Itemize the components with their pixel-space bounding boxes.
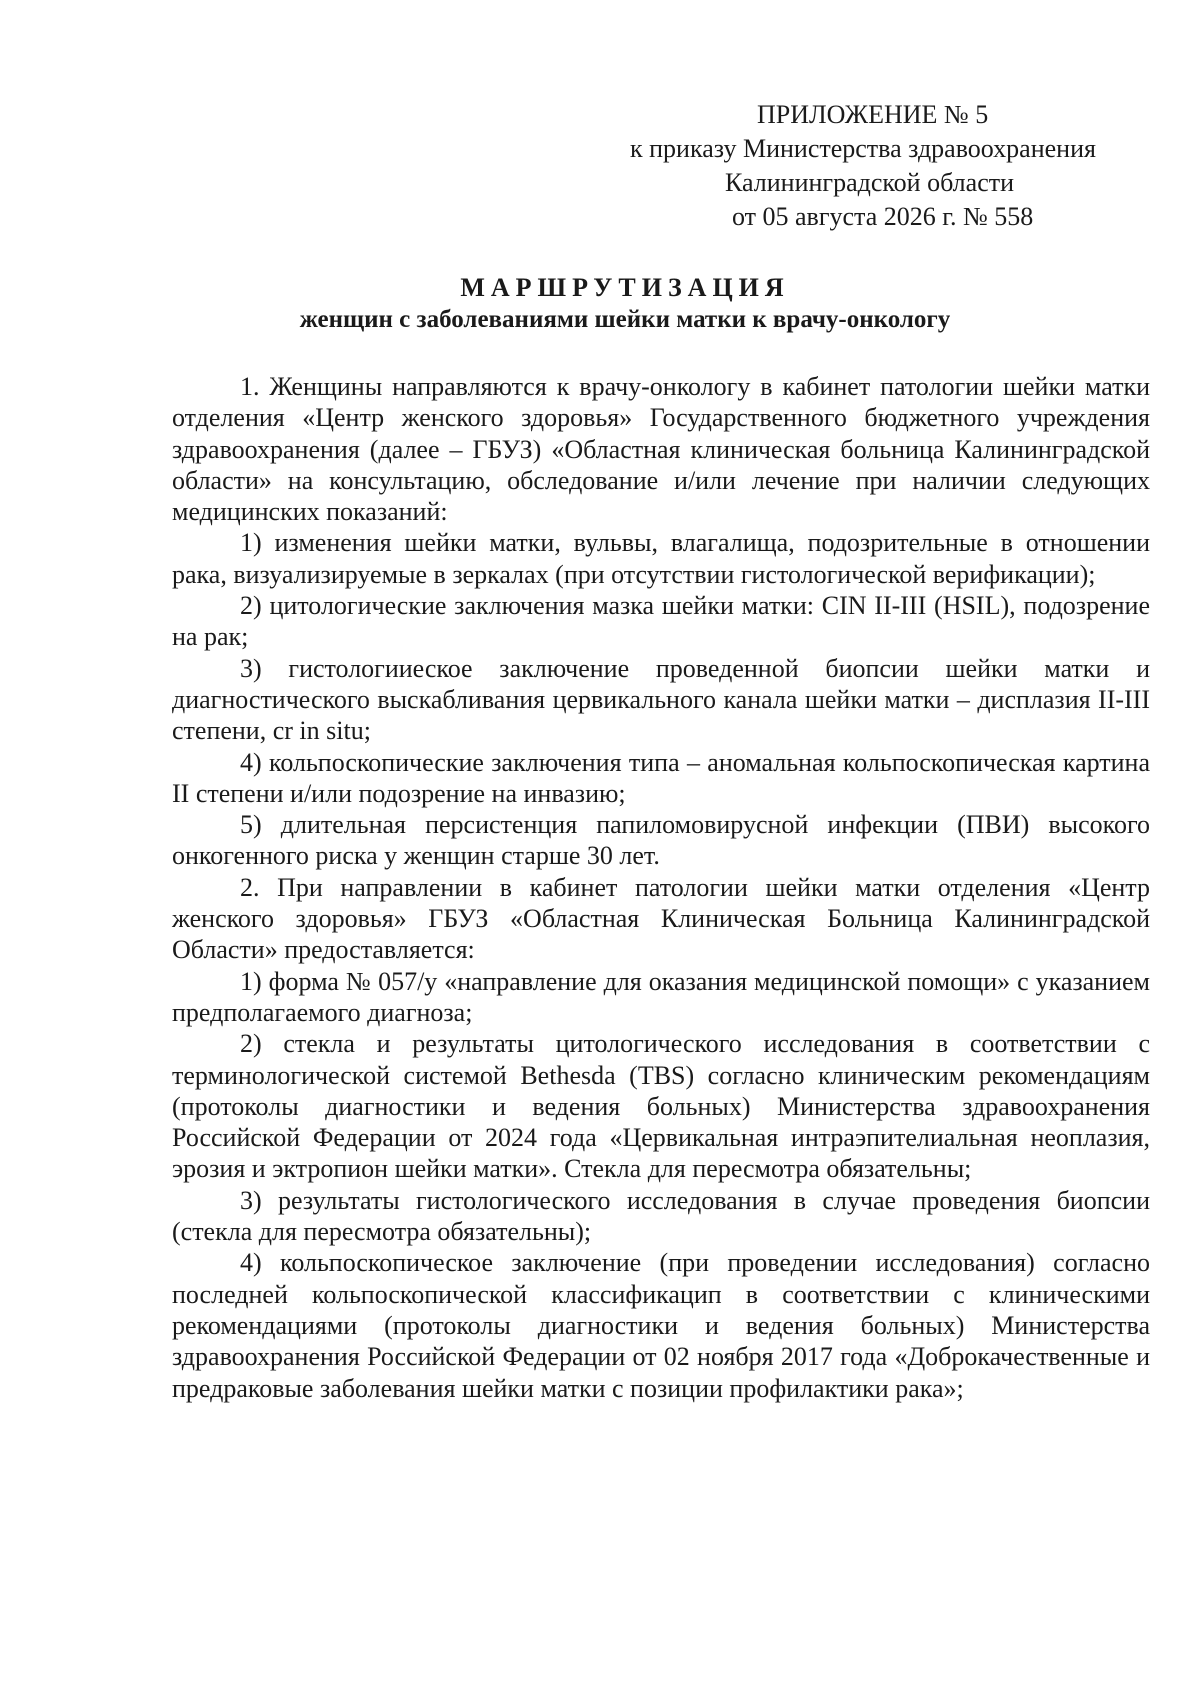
order-reference: к приказу Министерства здравоохранения	[630, 134, 1096, 163]
appendix-number: ПРИЛОЖЕНИЕ № 5	[757, 100, 989, 129]
paragraph-1-item-4: 4) кольпоскопические заключения типа – аномальная кольпоскопическая картина II степени и/или подозрение на инвазию;	[172, 747, 1150, 808]
order-date: от 05 августа 2026 г. № 558	[732, 202, 1034, 231]
paragraph-2-item-3: 3) результаты гистологического исследования в случае проведения биопсии (стекла для пересмотра обязательны);	[172, 1185, 1150, 1247]
paragraph-2-item-1: 1) форма № 057/у «направление для оказания медицинской помощи» с указанием предполагаемого диагноза;	[172, 966, 1150, 1027]
paragraph-2-item-2: 2) стекла и результаты цитологического исследования в соответствии с терминологической системой Bethesda (TBS) согласно клиническим рекомендациям (протоколы диагностики и ведения больных) Министерства здравоохранения Российской Федерации от 2024 года «Цервикальная интраэпителиальная неоплазия, эрозия и эктропион шейки матки». Стекла для пересмотра обязательны;	[172, 1029, 1150, 1184]
region-name: Калининградской области	[725, 168, 1015, 197]
appendix-header	[580, 98, 1140, 234]
paragraph-1-item-3: 3) гистологииеское заключение проведенной биопсии шейки матки и диагностического выскабливания цервикального канала шейки матки – дисплазия II-III степени, cr in situ;	[172, 653, 1150, 746]
paragraph-1: 1. Женщины направляются к врачу-онкологу в кабинет патологии шейки матки отделения «Центр женского здоровья» Государственного бюджетного учреждения здравоохранения (далее – ГБУЗ) «Областная клиническая больница Калининградской области» на консультацию, обследование и/или лечение при наличии следующих медицинских показаний:	[172, 372, 1150, 527]
paragraph-2-item-4: 4) кольпоскопическое заключение (при проведении исследования) согласно последней кольпоскопической классификацип в соответствии с клиническими рекомендациями (протоколы диагностики и ведения больных) Министерства здравоохранения Российской Федерации от 02 ноября 2017 года «Доброкачественные и предраковые заболевания шейки матки с позиции профилактики рака»;	[172, 1248, 1150, 1403]
paragraph-1-item-5: 5) длительная персистенция папиломовирусной инфекции (ПВИ) высокого онкогенного риска у женщин старше 30 лет.	[172, 810, 1150, 871]
paragraph-1-item-2: 2) цитологические заключения мазка шейки матки: CIN II-III (HSIL), подозрение на рак;	[172, 591, 1150, 652]
paragraph-1-item-1: 1) изменения шейки матки, вульвы, влагалища, подозрительные в отношении рака, визуализируемые в зеркалах (при отсутствии гистологической верификации);	[172, 528, 1150, 589]
document-subtitle: женщин с заболеваниями шейки матки к врачу-онкологу	[299, 306, 951, 333]
document-title: МАРШРУТИЗАЦИЯ	[460, 273, 790, 302]
document-body	[172, 371, 1150, 1404]
paragraph-2: 2. При направлении в кабинет патологии шейки матки отделения «Центр женского здоровья» ГБУЗ «Областная Клиническая Больница Калининградской Области» предоставляется:	[172, 872, 1150, 965]
